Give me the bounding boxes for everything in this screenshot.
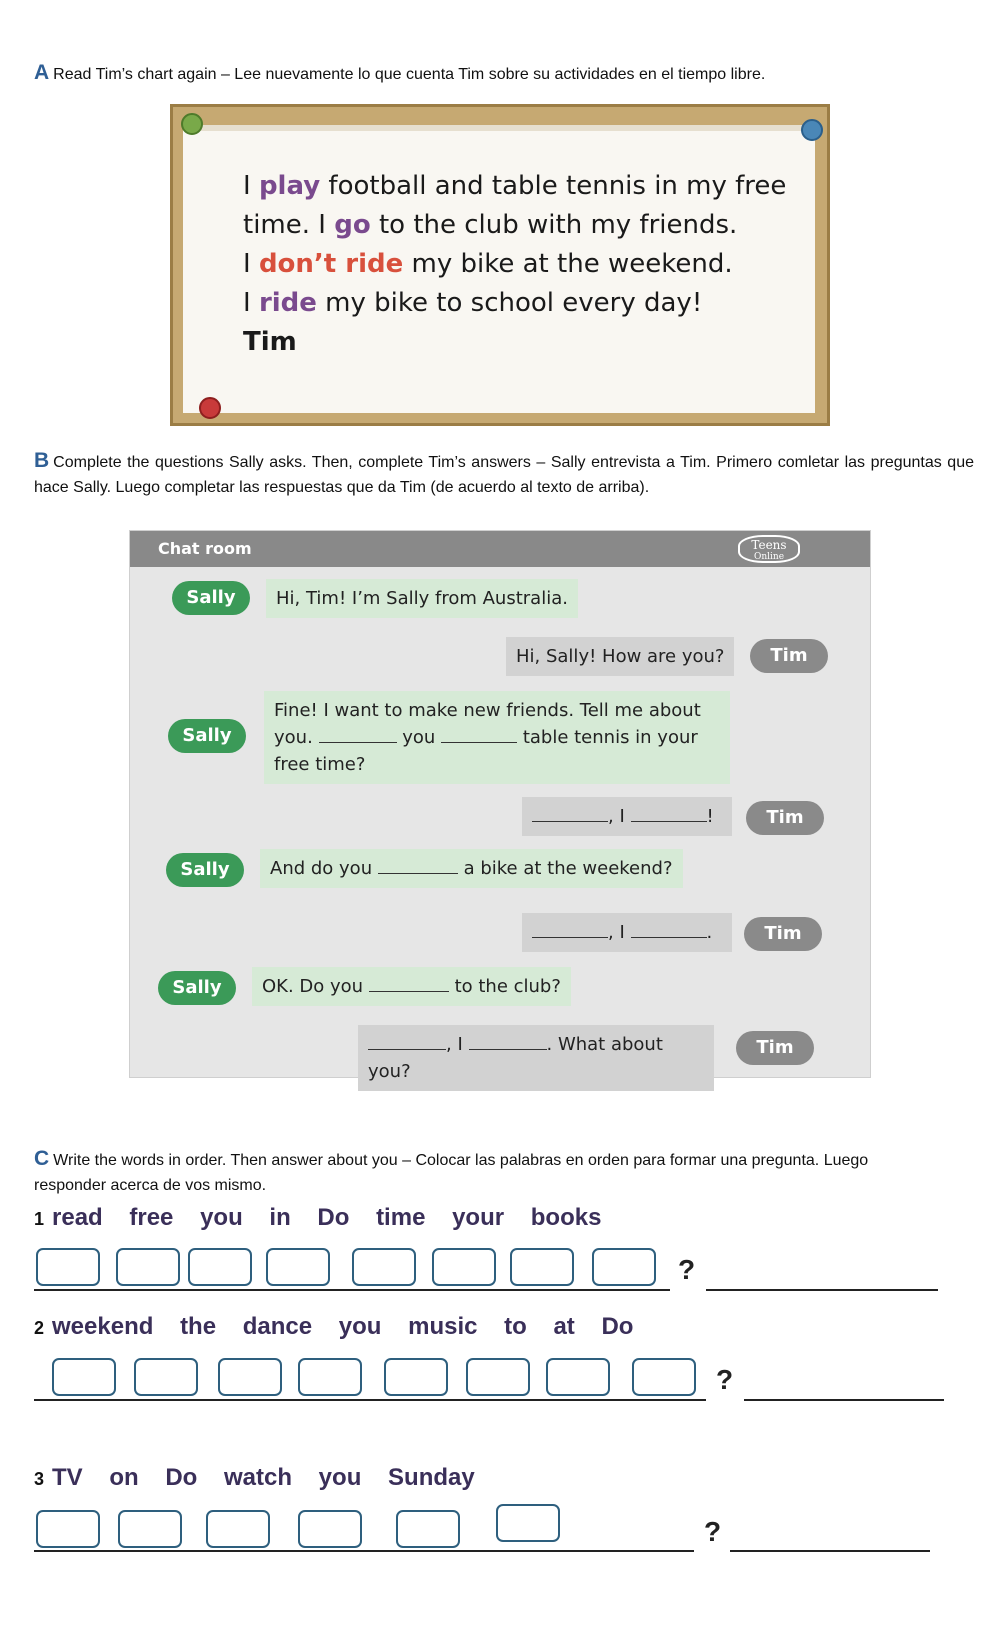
section-letter-c: C: [34, 1147, 50, 1170]
question-number: 1: [34, 1209, 45, 1229]
word-box[interactable]: [218, 1358, 282, 1396]
answer-line[interactable]: [706, 1289, 938, 1291]
question-mark: ?: [704, 1516, 722, 1547]
sally-label: Sally: [166, 853, 244, 887]
word-box[interactable]: [52, 1358, 116, 1396]
word-box[interactable]: [384, 1358, 448, 1396]
word-box[interactable]: [298, 1510, 362, 1548]
writing-line: [34, 1550, 694, 1552]
answer-blank[interactable]: [369, 974, 449, 992]
question-mark: ?: [678, 1254, 696, 1285]
question-3-words: [34, 1464, 475, 1492]
note-line-3: I don’t ride my bike at the weekend.: [243, 249, 733, 279]
answer-line[interactable]: [744, 1399, 944, 1401]
answer-blank[interactable]: [368, 1032, 446, 1050]
verb-go: go: [334, 210, 371, 240]
verb-play: play: [258, 171, 321, 201]
word-box[interactable]: [116, 1248, 180, 1286]
sally-label: Sally: [172, 581, 250, 615]
sally-label: Sally: [168, 719, 246, 753]
message-1: Hi, Tim! I’m Sally from Australia.: [266, 579, 578, 618]
question-number: 2: [34, 1318, 45, 1338]
tim-label: Tim: [750, 639, 828, 673]
instruction-c-text: Write the words in order. Then answer about you – Colocar las palabras en orden para formar una pregunta. Luego responder acerca de vos mismo.: [34, 1152, 869, 1194]
word-box[interactable]: [510, 1248, 574, 1286]
word-box[interactable]: [188, 1248, 252, 1286]
scrambled-words: read free you in Do time your books: [52, 1204, 602, 1231]
writing-line: [34, 1399, 706, 1401]
message-7: OK. Do you to the club?: [252, 967, 571, 1006]
answer-blank[interactable]: [378, 856, 458, 874]
message-5: And do you a bike at the weekend?: [260, 849, 683, 888]
answer-blank[interactable]: [532, 804, 608, 822]
note-signature: Tim: [243, 327, 297, 357]
message-8: , I . What about you?: [358, 1025, 714, 1091]
instruction-a: [34, 60, 765, 87]
note-line-4: I ride my bike to school every day!: [243, 288, 703, 318]
message-4: , I !: [522, 797, 732, 836]
instruction-a-text: Read Tim’s chart again – Lee nuevamente lo que cuenta Tim sobre su actividades en el tiempo libre.: [53, 66, 766, 83]
word-box[interactable]: [298, 1358, 362, 1396]
message-2: Hi, Sally! How are you?: [506, 637, 734, 676]
tim-label: Tim: [744, 917, 822, 951]
answer-blank[interactable]: [631, 804, 707, 822]
answer-blank[interactable]: [469, 1032, 547, 1050]
answer-blank[interactable]: [319, 725, 397, 743]
word-box[interactable]: [432, 1248, 496, 1286]
word-box[interactable]: [466, 1358, 530, 1396]
word-box[interactable]: [496, 1504, 560, 1542]
verb-dont-ride: don’t ride: [258, 249, 404, 279]
note-line-1: I play football and table tennis in my free: [243, 171, 787, 201]
note-text: [243, 167, 786, 362]
tim-label: Tim: [736, 1031, 814, 1065]
word-box[interactable]: [36, 1248, 100, 1286]
question-number: 3: [34, 1469, 45, 1489]
note-line-2: time. I go to the club with my friends.: [243, 210, 738, 240]
scrambled-words: TV on Do watch you Sunday: [52, 1464, 475, 1491]
scrambled-words: weekend the dance you music to at Do: [52, 1313, 634, 1340]
word-box[interactable]: [396, 1510, 460, 1548]
verb-ride: ride: [258, 288, 317, 318]
question-1-words: [34, 1204, 601, 1232]
teens-online-logo: Teens Online: [738, 535, 800, 563]
question-mark: ?: [716, 1364, 734, 1395]
word-box[interactable]: [134, 1358, 198, 1396]
sally-label: Sally: [158, 971, 236, 1005]
word-box[interactable]: [206, 1510, 270, 1548]
word-box[interactable]: [352, 1248, 416, 1286]
answer-blank[interactable]: [441, 725, 517, 743]
instruction-b: [34, 448, 974, 500]
word-box[interactable]: [592, 1248, 656, 1286]
answer-blank[interactable]: [631, 920, 707, 938]
word-box[interactable]: [632, 1358, 696, 1396]
chat-title: Chat room: [158, 539, 252, 558]
message-6: , I .: [522, 913, 732, 952]
section-letter-a: A: [34, 61, 50, 84]
answer-blank[interactable]: [532, 920, 608, 938]
instruction-b-text: Complete the questions Sally asks. Then, complete Tim’s answers – Sally entrevista a Tim. Primero comletar las preguntas que hace Sally. Luego completar las respuestas que da Tim (de acuerdo al texto de arriba).: [34, 454, 974, 496]
writing-line: [34, 1289, 670, 1291]
question-2-words: [34, 1313, 633, 1341]
word-box[interactable]: [36, 1510, 100, 1548]
answer-line[interactable]: [730, 1550, 930, 1552]
chat-title-bar: [130, 531, 870, 567]
pushpin-icon: [199, 397, 221, 419]
word-box[interactable]: [118, 1510, 182, 1548]
tims-note: [170, 104, 830, 426]
word-box[interactable]: [266, 1248, 330, 1286]
pushpin-icon: [181, 113, 203, 135]
instruction-c: [34, 1146, 934, 1198]
message-3: Fine! I want to make new friends. Tell me about you. you table tennis in your free time?: [264, 691, 730, 784]
pushpin-icon: [801, 119, 823, 141]
section-letter-b: B: [34, 449, 50, 472]
chat-room: [129, 530, 871, 1082]
word-box[interactable]: [546, 1358, 610, 1396]
tim-label: Tim: [746, 801, 824, 835]
